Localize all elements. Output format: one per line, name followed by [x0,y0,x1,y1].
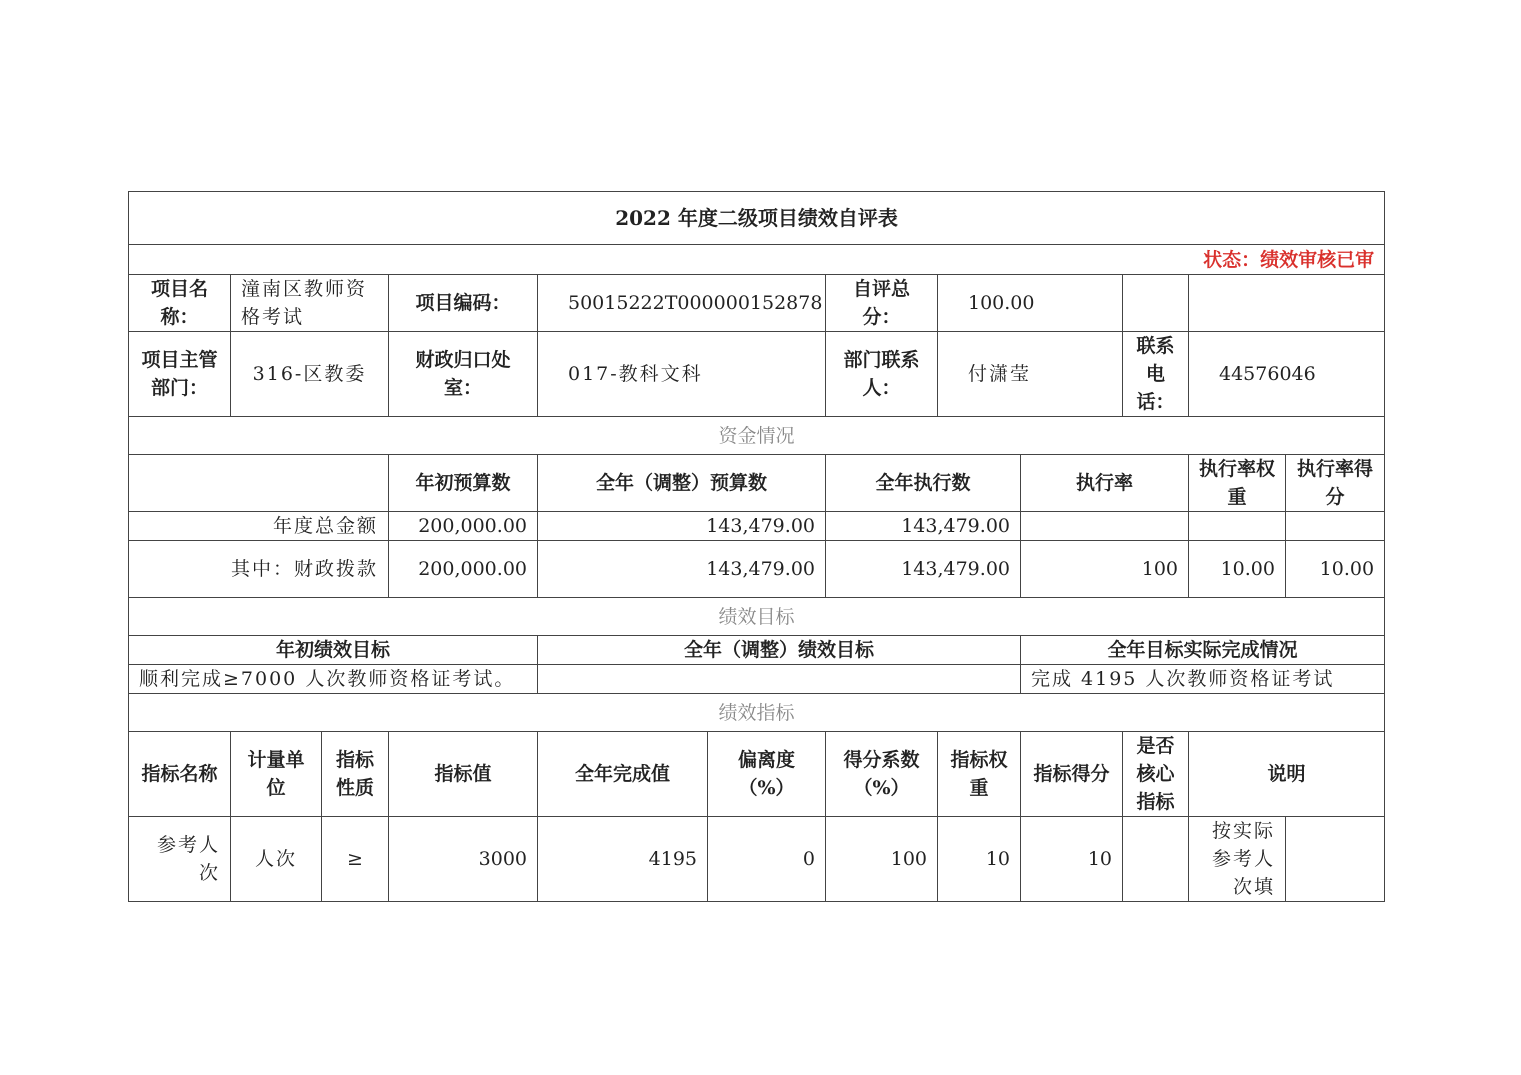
table-row [129,541,1385,598]
phone-label: 联系电话： [1123,332,1189,417]
ind-row-weight: 10 [938,817,1021,902]
ind-row-deviation: 0 [708,817,826,902]
funds-row-weight [1189,512,1286,541]
project-name-label: 项目名称： [129,275,231,332]
goals-adjusted-text [538,665,1021,694]
ind-header-core: 是否核心指标 [1123,732,1189,817]
ind-header-unit: 计量单位 [231,732,322,817]
funds-row-label: 其中：财政拨款 [129,541,389,598]
performance-evaluation-table [128,191,1385,902]
funds-row-executed: 143,479.00 [826,512,1021,541]
funds-row-label: 年度总金额 [129,512,389,541]
goals-header-adjusted: 全年（调整）绩效目标 [538,636,1021,665]
ind-row-note: 按实际参考人次填 [1189,817,1286,902]
funds-row-executed: 143,479.00 [826,541,1021,598]
score-label: 自评总分： [826,275,938,332]
goals-header-row [129,636,1385,665]
ind-header-actual: 全年完成值 [538,732,708,817]
empty-cell [1189,275,1385,332]
contact-value: 付潇莹 [938,332,1123,417]
table-row [129,512,1385,541]
info-row-1 [129,275,1385,332]
project-name-value: 潼南区教师资格考试 [231,275,389,332]
contact-label: 部门联系人： [826,332,938,417]
funds-header-row [129,455,1385,512]
finance-label: 财政归口处室： [389,332,538,417]
project-code-label: 项目编码： [389,275,538,332]
funds-row-rate [1021,512,1189,541]
funds-row-weight: 10.00 [1189,541,1286,598]
ind-header-deviation: 偏离度（%） [708,732,826,817]
funds-header-weight: 执行率权重 [1189,455,1286,512]
ind-row-extra [1286,817,1385,902]
funds-header-initial: 年初预算数 [389,455,538,512]
ind-row-actual: 4195 [538,817,708,902]
status-text: 状态：绩效审核已审 [129,245,1385,275]
ind-header-weight: 指标权重 [938,732,1021,817]
ind-header-coef: 得分系数（%） [826,732,938,817]
ind-header-note: 说明 [1189,732,1385,817]
indicators-header-row [129,732,1385,817]
funds-section-title: 资金情况 [129,417,1385,455]
funds-row-adjusted: 143,479.00 [538,541,826,598]
funds-row-score [1286,512,1385,541]
ind-row-value: 3000 [389,817,538,902]
ind-row-coef: 100 [826,817,938,902]
phone-value: 44576046 [1189,332,1385,417]
funds-row-adjusted: 143,479.00 [538,512,826,541]
ind-row-name: 参考人次 [129,817,231,902]
goals-header-initial: 年初绩效目标 [129,636,538,665]
ind-row-unit: 人次 [231,817,322,902]
goals-initial-text: 顺利完成≥7000 人次教师资格证考试。 [129,665,538,694]
goals-section-title: 绩效目标 [129,598,1385,636]
ind-row-nature: ≥ [322,817,389,902]
funds-header-rate: 执行率 [1021,455,1189,512]
ind-header-nature: 指标性质 [322,732,389,817]
ind-row-core [1123,817,1189,902]
ind-header-score: 指标得分 [1021,732,1123,817]
goals-header-actual: 全年目标实际完成情况 [1021,636,1385,665]
funds-row-rate: 100 [1021,541,1189,598]
info-row-2 [129,332,1385,417]
project-code-value: 50015222T000000152878 [538,275,826,332]
funds-header-adjusted: 全年（调整）预算数 [538,455,826,512]
empty-cell [1123,275,1189,332]
dept-value: 316-区教委 [231,332,389,417]
table-title: 2022 年度二级项目绩效自评表 [129,192,1385,245]
score-value: 100.00 [938,275,1123,332]
finance-value: 017-教科文科 [538,332,826,417]
goals-row [129,665,1385,694]
funds-row-initial: 200,000.00 [389,541,538,598]
funds-row-initial: 200,000.00 [389,512,538,541]
table-row [129,817,1385,902]
funds-header-executed: 全年执行数 [826,455,1021,512]
indicators-section-title: 绩效指标 [129,694,1385,732]
funds-header-score: 执行率得分 [1286,455,1385,512]
ind-header-value: 指标值 [389,732,538,817]
dept-label: 项目主管部门： [129,332,231,417]
funds-row-score: 10.00 [1286,541,1385,598]
funds-header-empty [129,455,389,512]
goals-actual-text: 完成 4195 人次教师资格证考试 [1021,665,1385,694]
ind-row-score: 10 [1021,817,1123,902]
ind-header-name: 指标名称 [129,732,231,817]
